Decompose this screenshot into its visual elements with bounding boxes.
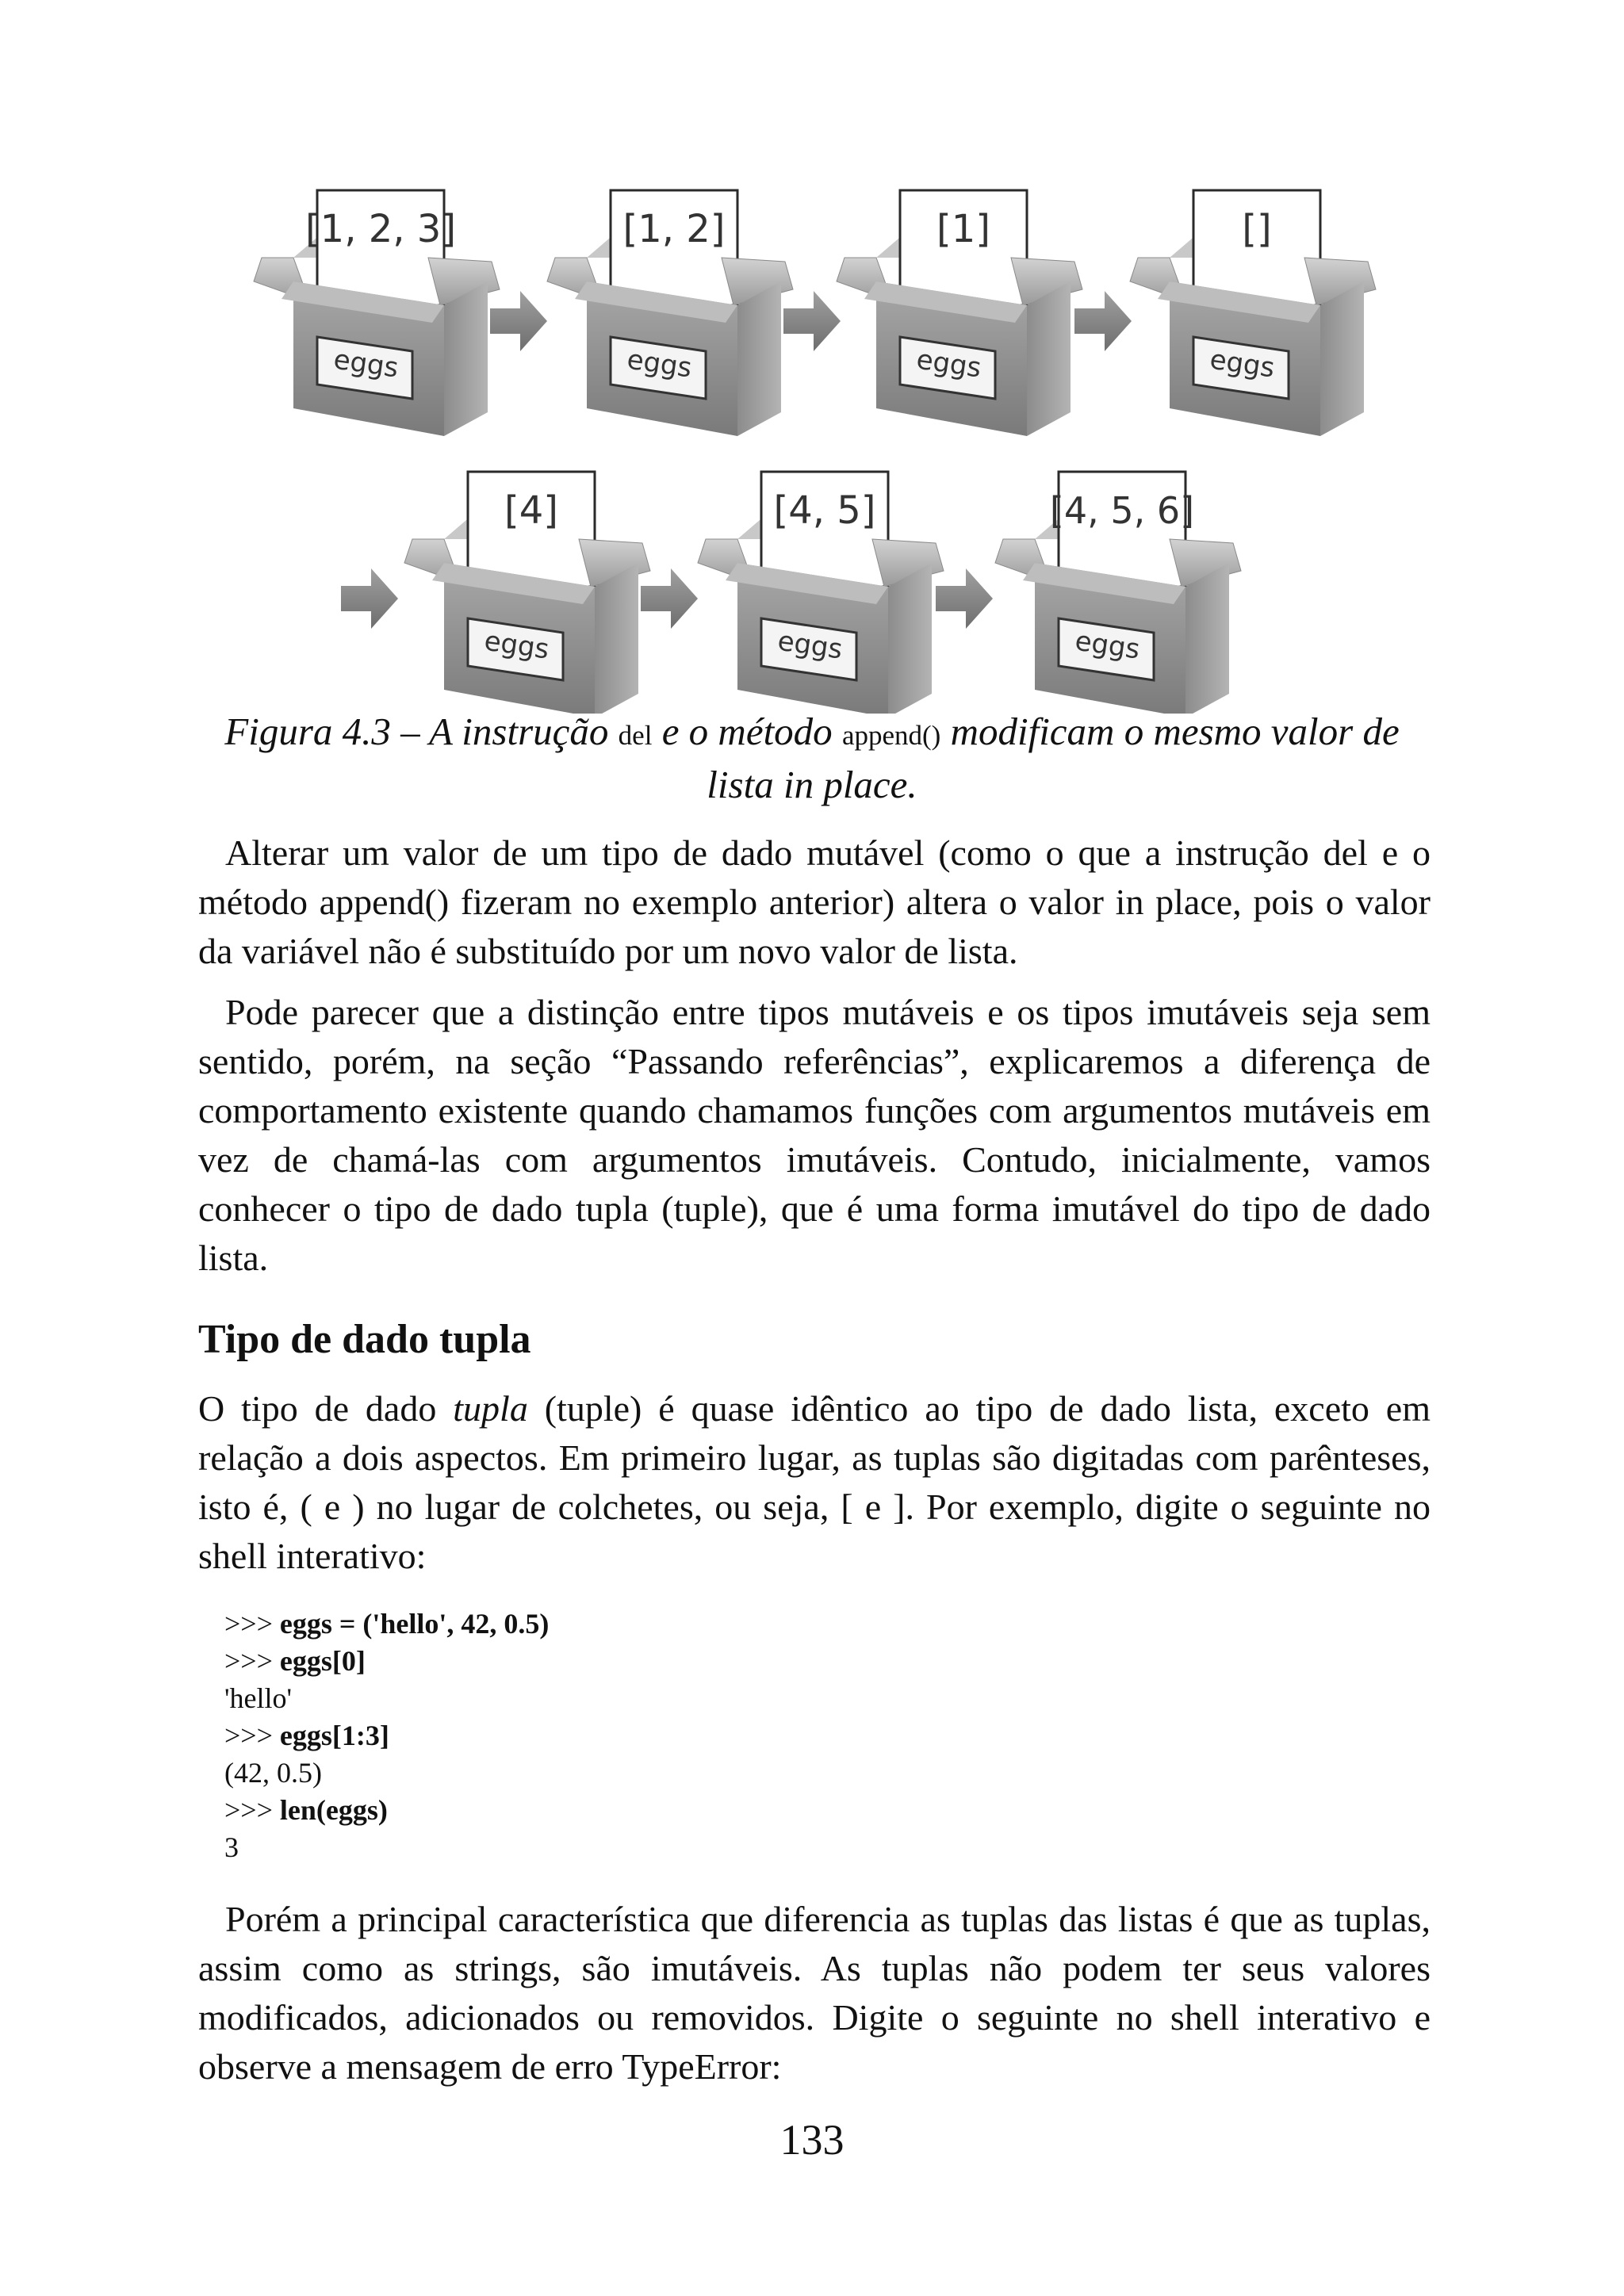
box-label-text: eggs — [1208, 343, 1277, 385]
arrow-2-2 — [936, 568, 993, 629]
code-prompt: >>> — [224, 1794, 280, 1826]
box-label-text: eggs — [625, 343, 694, 385]
box-paper-text: [1, 2, 3] — [304, 207, 457, 251]
caption-text: modificam o mesmo valor de lista in place. — [707, 710, 1400, 806]
arrow-1-1 — [490, 291, 547, 351]
box-label-text: eggs — [1073, 625, 1142, 666]
code-prompt: >>> — [224, 1608, 280, 1640]
box-paper-text: [4] — [504, 488, 558, 533]
code-line — [224, 1792, 549, 1829]
code-output: 3 — [224, 1831, 239, 1863]
section-heading: Tipo de dado tupla — [198, 1317, 531, 1362]
code-input: eggs[0] — [279, 1645, 366, 1677]
paragraph-distinction: Pode parecer que a distinção entre tipos mutáveis e os tipos imutáveis seja sem sentido, porém, na seção “Passando referências”, explicaremos a diferença de comportamento existente quando chamamos funções com argumentos mutáveis em vez de chamá-las com argumentos imutáveis. Contudo, inicialmente, vamos conhecer o tipo de dado tupla (tuple), que é uma forma imutável do tipo de dado lista. — [198, 992, 1431, 1278]
paragraph-text: (tuple) é quase idêntico ao tipo de dado lista, exceto em relação a dois aspectos. Em primeiro lugar, as tuplas são digitadas com parênteses, isto é, ( e ) no lugar de colchetes, ou seja, [ e ]. Por exemplo, digite o seguinte no shell interativo: — [198, 1388, 1431, 1576]
code-line — [224, 1643, 549, 1680]
code-output: 'hello' — [224, 1682, 292, 1714]
paragraph-mutable-change: Alterar um valor de um tipo de dado mutável (como o que a instrução del e o método append() fizeram no exemplo anterior) altera o valor in place, pois o valor da variável não é substituído por um novo valor de lista. — [198, 832, 1431, 971]
caption-code-append: append() — [841, 720, 941, 751]
code-input: eggs[1:3] — [279, 1720, 389, 1751]
box-1-4 — [1130, 190, 1376, 436]
figure-boxes-illustration — [0, 0, 1624, 714]
arrow-1-2 — [783, 291, 841, 351]
code-line — [224, 1605, 549, 1643]
box-2-3 — [995, 472, 1241, 714]
arrow-2-1 — [641, 568, 698, 629]
box-paper-text: [] — [1242, 207, 1272, 251]
box-2-2 — [698, 472, 944, 714]
box-paper-text: [4, 5] — [773, 488, 876, 533]
paragraph-tuple-intro — [198, 1384, 1431, 1581]
box-2-1 — [404, 472, 650, 714]
caption-code-del: del — [618, 720, 653, 751]
code-input: len(eggs) — [279, 1794, 388, 1826]
box-1-3 — [837, 190, 1082, 436]
code-output: (42, 0.5) — [224, 1757, 322, 1789]
box-1-1 — [254, 190, 500, 436]
box-paper-text: [4, 5, 6] — [1049, 489, 1195, 532]
caption-text: Figura 4.3 – A instrução — [224, 710, 619, 753]
caption-text: e o método — [652, 710, 842, 753]
paragraph-immutable: Porém a principal característica que diferencia as tuplas das listas é que as tuplas, assim como as strings, são imutáveis. As tuplas não podem ter seus valores modificados, adicionados ou removidos. Digite o seguinte no shell interativo e observe a mensagem de erro TypeError: — [198, 1899, 1431, 2087]
figure-caption — [198, 707, 1426, 809]
box-label-text: eggs — [331, 343, 400, 385]
page-number: 133 — [779, 2116, 845, 2164]
code-example — [224, 1605, 549, 1866]
arrow-1-3 — [1074, 291, 1132, 351]
arrow-2-0 — [341, 568, 398, 629]
code-prompt: >>> — [224, 1645, 280, 1677]
box-paper-text: [1] — [936, 207, 990, 251]
code-prompt: >>> — [224, 1720, 280, 1751]
paragraph-text: O tipo de dado — [198, 1388, 454, 1429]
paragraph-emphasis: tupla — [453, 1388, 528, 1429]
box-label-text: eggs — [776, 625, 845, 666]
code-input: eggs = ('hello', 42, 0.5) — [279, 1608, 550, 1640]
code-line — [224, 1717, 549, 1755]
box-label-text: eggs — [482, 625, 551, 666]
box-1-2 — [547, 190, 793, 436]
box-label-text: eggs — [914, 343, 983, 385]
box-paper-text: [1, 2] — [622, 207, 726, 251]
